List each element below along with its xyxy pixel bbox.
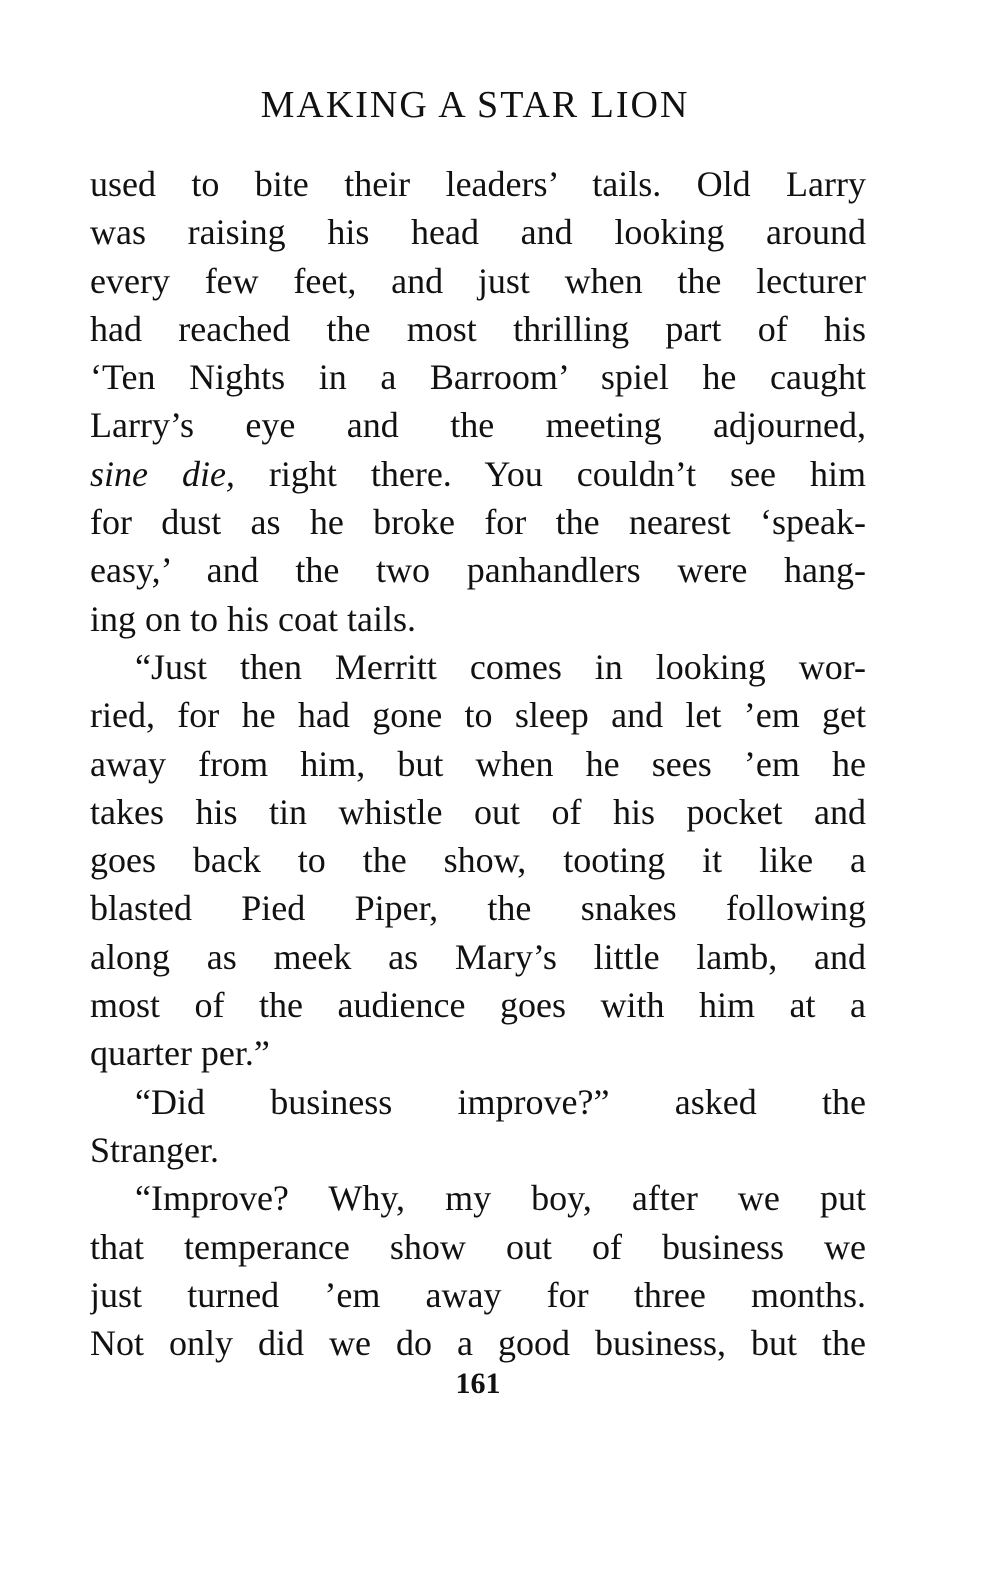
- text-line: used to bite their leaders’ tails. Old Larry: [90, 164, 866, 204]
- text-line: ‘Ten Nights in a Barroom’ spiel he caught: [90, 357, 866, 398]
- italic-phrase: sine die,: [90, 453, 235, 494]
- text-line: just turned ’em away for three months.: [90, 1274, 866, 1315]
- running-head: [0, 80, 1000, 130]
- text-line: had reached the most thrilling part of his: [90, 308, 866, 349]
- text-line: “Just then Merritt comes in looking wor-: [135, 646, 866, 687]
- running-head-text: MAKING A STAR LION: [260, 84, 690, 126]
- text-line: was raising his head and looking around: [90, 212, 866, 253]
- text-line: Stranger.: [90, 1129, 219, 1170]
- text-line: blasted Pied Piper, the snakes following: [90, 888, 866, 929]
- text-line: for dust as he broke for the nearest ‘speak-: [90, 502, 866, 543]
- text-line: “Did business improve?” asked the: [135, 1081, 866, 1122]
- text-line: ing on to his coat tails.: [90, 598, 416, 639]
- text-line: takes his tin whistle out of his pocket and: [90, 791, 866, 832]
- text-line: ried, for he had gone to sleep and let ’em get: [90, 695, 866, 736]
- page-number: [0, 1364, 1000, 1404]
- text-line: Not only did we do a good business, but the: [90, 1323, 866, 1364]
- text-line: that temperance show out of business we: [90, 1226, 866, 1267]
- page-number-text: 161: [455, 1367, 501, 1400]
- text-line: sine die, right there. You couldn’t see him: [90, 453, 866, 494]
- text-line: quarter per.”: [90, 1033, 270, 1074]
- text-line: every few feet, and just when the lecturer: [90, 260, 866, 301]
- text-line: Larry’s eye and the meeting adjourned,: [90, 405, 866, 446]
- text-line: along as meek as Mary’s little lamb, and: [90, 936, 866, 977]
- text-line: most of the audience goes with him at a: [90, 985, 866, 1026]
- text-line: away from him, but when he sees ’em he: [90, 743, 866, 784]
- text-line: “Improve? Why, my boy, after we put: [135, 1178, 866, 1219]
- text-line: easy,’ and the two panhandlers were hang-: [90, 550, 866, 591]
- body-text: [90, 160, 866, 1367]
- text-line: goes back to the show, tooting it like a: [90, 840, 866, 881]
